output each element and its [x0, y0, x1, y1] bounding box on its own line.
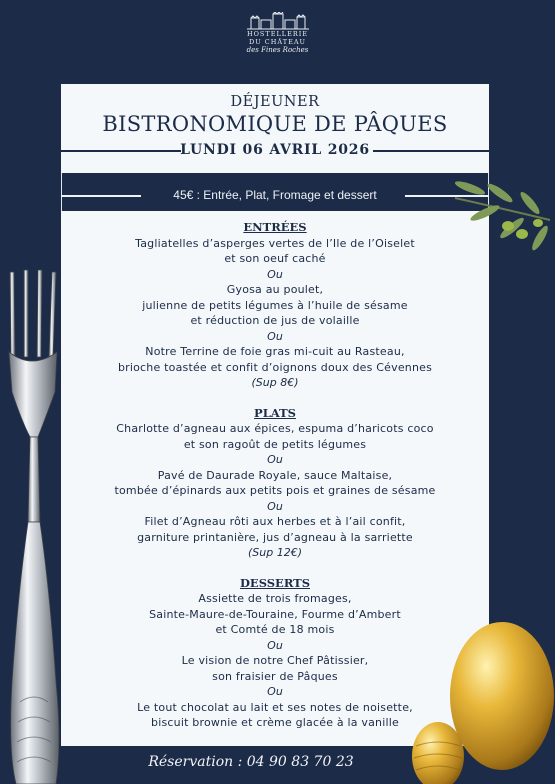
menu-line: Filet d’Agneau rôti aux herbes et à l’ail confit, — [144, 515, 406, 528]
section-spacer — [61, 391, 489, 406]
header-card — [61, 84, 489, 173]
menu-line: Assiette de trois fromages, — [198, 592, 352, 605]
menu-line: tombée d’épinards aux petits pois et graines de sésame — [114, 484, 436, 497]
menu-or: Ou — [267, 638, 283, 652]
castle-icon — [247, 12, 309, 30]
hotel-logo — [230, 12, 325, 70]
menu-line: Le vision de notre Chef Pâtissier, — [181, 654, 369, 667]
menu-line: garniture printanière, jus d’agneau à la sarriette — [137, 530, 413, 544]
fork-icon — [0, 262, 80, 784]
easter-eggs-icon — [410, 596, 555, 784]
menu-supplement: (Sup 8€) — [251, 376, 299, 389]
menu-line: et réduction de jus de volaille — [190, 314, 360, 327]
menu-line: et son oeuf caché — [224, 252, 326, 265]
menu-line: Charlotte d’agneau aux épices, espuma d’haricots coco — [116, 422, 434, 435]
title-dejeuner: DÉJEUNER — [230, 94, 320, 110]
logo-line-3: des Fines Roches — [246, 46, 309, 54]
menu-or: Ou — [267, 267, 283, 281]
reservation-phone: Réservation : 04 90 83 70 23 — [148, 754, 354, 770]
logo-line-2: DU CHÂTEAU — [249, 38, 306, 46]
menu-or: Ou — [267, 685, 283, 698]
menu-line: Pavé de Daurade Royale, sauce Maltaise, — [157, 468, 393, 482]
date-rule-right — [373, 150, 489, 152]
menu-line: Gyosa au poulet, — [226, 283, 324, 296]
title-main: BISTRONOMIQUE DE PÂQUES — [102, 112, 448, 136]
menu-line: son fraisier de Pâques — [212, 669, 338, 683]
menu-line: biscuit brownie et crème glacée à la vanille — [151, 716, 399, 729]
menu-line: julienne de petits légumes à l’huile de sésame — [142, 298, 408, 312]
menu-supplement: (Sup 12€) — [247, 546, 302, 559]
menu-or: Ou — [267, 329, 283, 343]
menu-line: Tagliatelles d’asperges vertes de l’Ile de l’Oiselet — [135, 236, 415, 250]
menu-or: Ou — [267, 499, 283, 513]
menu-line: et Comté de 18 mois — [215, 623, 335, 636]
menu-line: Sainte-Maure-de-Touraine, Fourme d’Ambert — [149, 607, 401, 621]
price-formula: 45€ : Entrée, Plat, Fromage et dessert — [173, 188, 377, 202]
price-band — [61, 173, 489, 211]
section-title-desserts: DESSERTS — [239, 575, 311, 590]
section-title-entrees: ENTRÉES — [243, 220, 307, 234]
section-title-plats: PLATS — [254, 405, 296, 420]
menu-line: Le tout chocolat au lait et ses notes de noisette, — [137, 700, 413, 714]
olive-branch-icon — [450, 168, 555, 263]
logo-line-1: HOSTELLERIE — [246, 30, 309, 38]
menu-line: et son ragoût de petits légumes — [183, 437, 367, 451]
menu-or: Ou — [267, 453, 283, 466]
section-spacer — [61, 561, 489, 576]
menu-line: brioche toastée et confit d’oignons doux des Cévennes — [117, 360, 433, 374]
event-date: LUNDI 06 AVRIL 2026 — [180, 142, 370, 158]
menu-line: Notre Terrine de foie gras mi-cuit au Rasteau, — [145, 345, 405, 358]
